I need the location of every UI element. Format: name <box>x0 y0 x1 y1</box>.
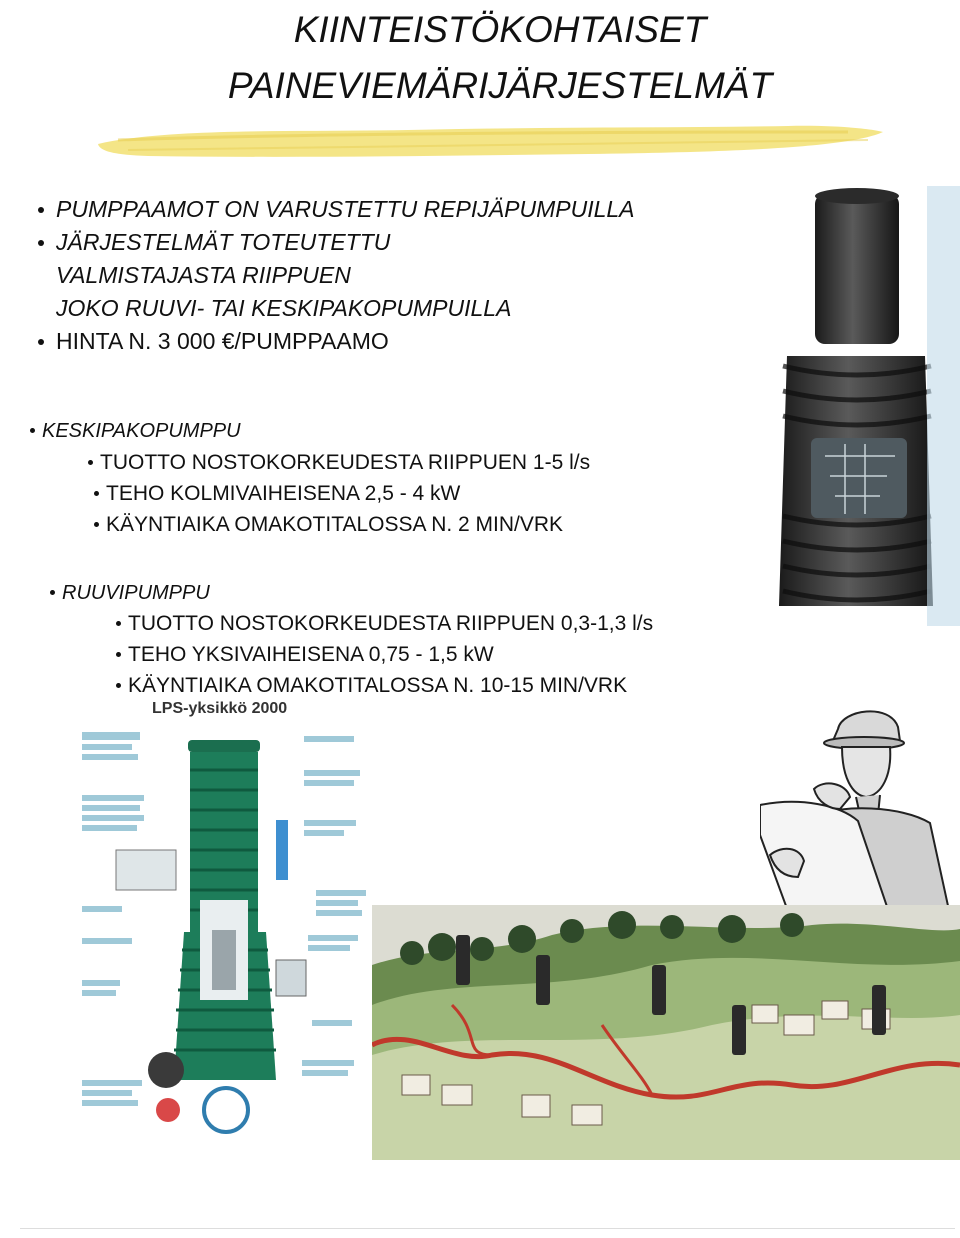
bottom-divider <box>20 1228 955 1229</box>
ruuvi-item: TEHO YKSIVAIHEISENA 0,75 - 1,5 kW <box>128 639 653 670</box>
page-title <box>180 2 820 114</box>
keskipako-item: TEHO KOLMIVAIHEISENA 2,5 - 4 kW <box>106 478 596 509</box>
ruuvi-heading: RUUVIPUMPPU <box>62 578 210 609</box>
intro-item: HINTA N. 3 000 €/PUMPPAAMO <box>38 325 635 358</box>
highlight-brush-stroke <box>88 118 888 162</box>
ruuvi-list <box>128 608 653 701</box>
lps-unit-diagram <box>76 700 381 1150</box>
intro-item: PUMPPAAMOT ON VARUSTETTU REPIJÄPUMPUILLA <box>38 193 635 226</box>
intro-list <box>38 193 635 358</box>
pump-station-photo <box>775 186 960 626</box>
keskipako-item: TUOTTO NOSTOKORKEUDESTA RIIPPUEN 1-5 l/s <box>100 447 590 478</box>
title-line-2: PAINEVIEMÄRIJÄRJESTELMÄT <box>227 65 773 106</box>
ruuvi-item: TUOTTO NOSTOKORKEUDESTA RIIPPUEN 0,3-1,3 l/s <box>128 608 653 639</box>
keskipako-list <box>100 447 590 540</box>
intro-item: JÄRJESTELMÄT TOTEUTETTU <box>38 226 635 259</box>
intro-item: JOKO RUUVI- TAI KESKIPAKOPUMPUILLA <box>56 295 512 321</box>
village-landscape-illustration <box>372 905 960 1160</box>
ruuvi-item: KÄYNTIAIKA OMAKOTITALOSSA N. 10-15 MIN/VRK <box>128 670 653 701</box>
intro-item: VALMISTAJASTA RIIPPUEN <box>56 262 351 288</box>
title-line-1: KIINTEISTÖKOHTAISET <box>293 9 707 50</box>
diagram-title: LPS-yksikkö 2000 <box>152 700 288 717</box>
keskipako-heading: KESKIPAKOPUMPPU <box>42 416 241 447</box>
keskipako-item: KÄYNTIAIKA OMAKOTITALOSSA N. 2 MIN/VRK <box>106 509 596 540</box>
